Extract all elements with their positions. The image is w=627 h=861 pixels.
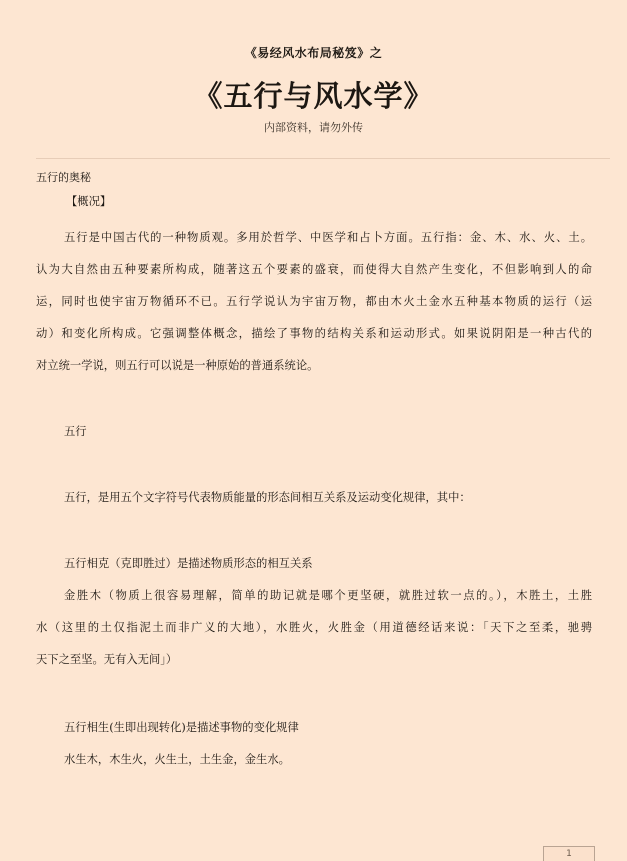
- paragraph-line: 天下之至坚。无有入无间」）: [36, 653, 178, 666]
- page-number: 1: [543, 846, 595, 861]
- paragraph-line: 动）和变化所构成。它强调整体概念，描绘了事物的结构关系和运动形式。如果说阴阳是一种古代的: [36, 327, 592, 340]
- series-title: 《易经风水布局秘笈》之: [244, 46, 383, 60]
- overview-label: 【概况】: [66, 195, 112, 208]
- sheng-heading: 五行相生(生即出现转化)是描述事物的变化规律: [64, 721, 299, 734]
- ke-heading: 五行相克（克即胜过）是描述物质形态的相互关系: [64, 557, 313, 570]
- paragraph-line: 对立统一学说，则五行可以说是一种原始的普通系统论。: [36, 359, 319, 372]
- paragraph-line: 水（这里的土仅指泥土而非广义的大地），水胜火，火胜金（用道德经话来说：「天下之至柔，驰骋: [36, 621, 592, 634]
- paragraph-line: 水生木，木生火，火生土，土生金，金生水。: [64, 753, 290, 766]
- subtitle: 内部资料，请勿外传: [264, 121, 363, 134]
- paragraph-line: 五行，是用五个文字符号代表物质能量的形态间相互关系及运动变化规律，其中：: [64, 491, 471, 504]
- wuxing-label: 五行: [64, 425, 87, 438]
- paragraph-line: 金胜木（物质上很容易理解，简单的助记就是哪个更坚硬，就胜过软一点的。），木胜土，土胜: [64, 589, 592, 602]
- paragraph-line: 运，同时也使宇宙万物循环不已。五行学说认为宇宙万物，都由木火土金水五种基本物质的运行（运: [36, 295, 592, 308]
- section-heading: 五行的奥秘: [36, 171, 91, 184]
- paragraph-line: 认为大自然由五种要素所构成，随著这五个要素的盛衰，而使得大自然产生变化，不但影响到人的命: [36, 263, 592, 276]
- header-divider: [36, 158, 610, 159]
- main-title: 《五行与风水学》: [193, 79, 434, 113]
- paragraph-line: 五行是中国古代的一种物质观。多用於哲学、中医学和占卜方面。五行指：金、木、水、火、土。: [64, 231, 592, 244]
